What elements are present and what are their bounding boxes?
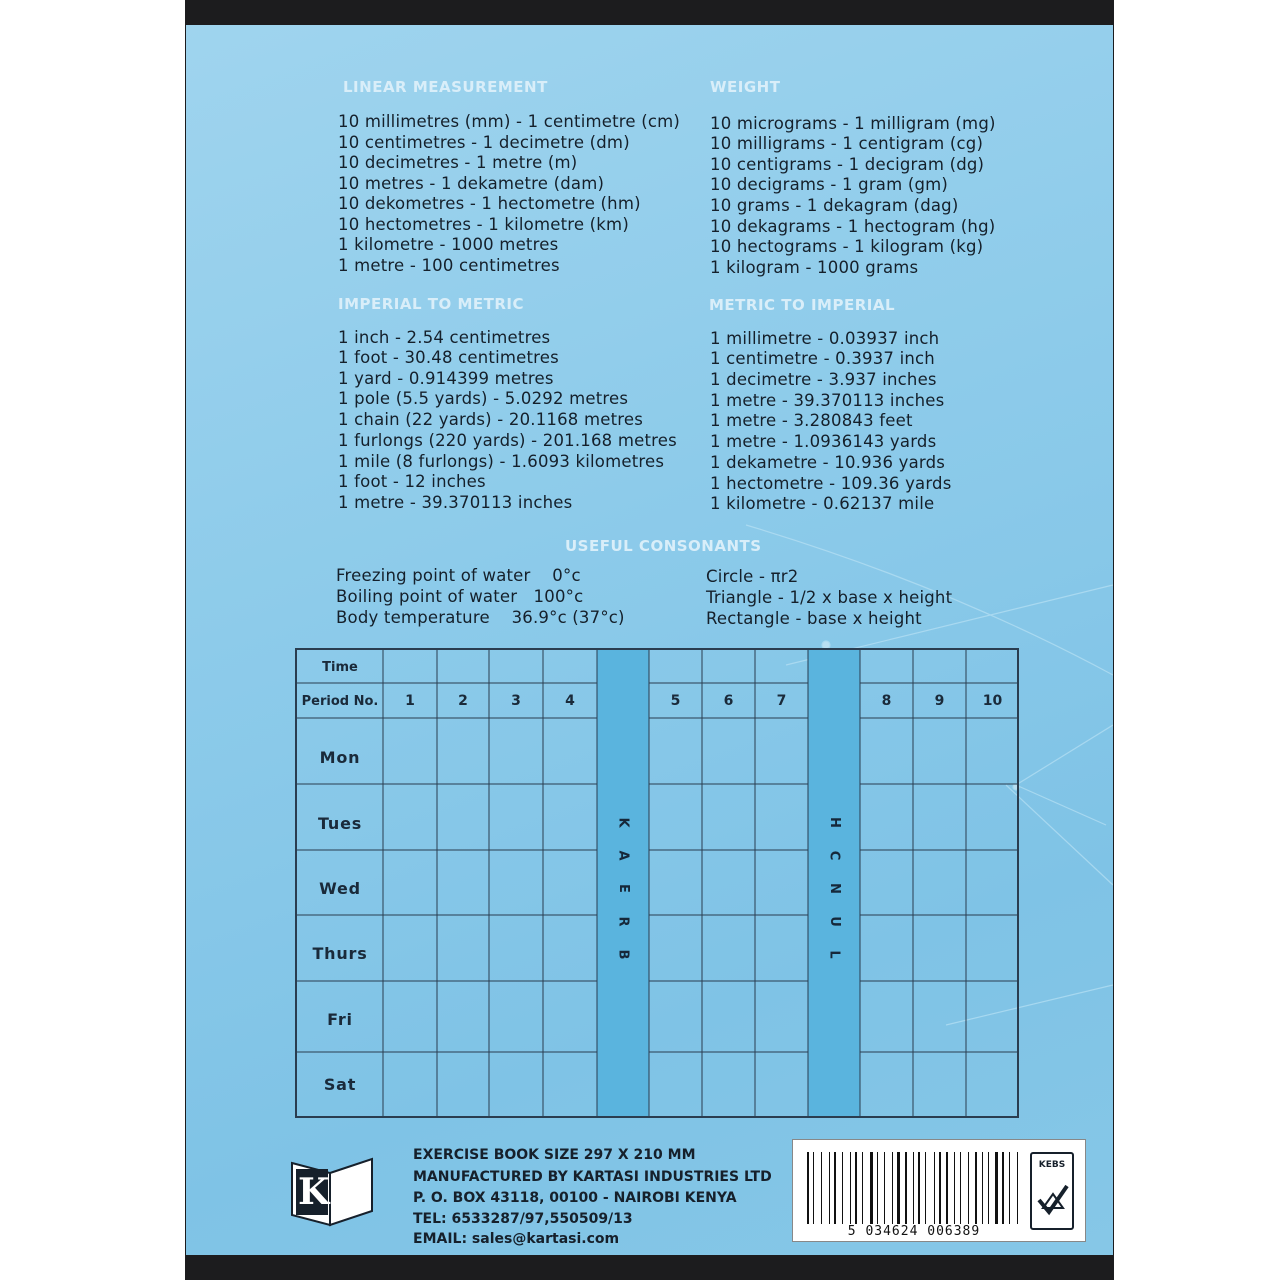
- barcode-bar: [831, 1152, 832, 1224]
- barcode-bar: [824, 1152, 826, 1224]
- barcode-bar: [865, 1152, 867, 1224]
- footer-line: MANUFACTURED BY KARTASI INDUSTRIES LTD: [413, 1169, 772, 1185]
- period-number: 6: [723, 693, 734, 709]
- barcode-bar: [850, 1152, 851, 1224]
- barcode-bar: [960, 1152, 961, 1224]
- barcode-bar: [842, 1152, 843, 1224]
- time-label: Time: [322, 660, 358, 675]
- constant-item: Freezing point of water 0°c: [336, 566, 581, 585]
- break-letter: B: [615, 949, 631, 960]
- constant-item: Boiling point of water 100°c: [336, 587, 584, 606]
- barcode-bar: [923, 1152, 924, 1224]
- barcode-bar: [978, 1152, 980, 1224]
- period-number: 1: [405, 693, 415, 709]
- linear-item: 10 metres - 1 dekametre (dam): [338, 174, 605, 193]
- barcode-bar: [968, 1152, 969, 1224]
- break-label: [597, 806, 649, 971]
- barcode-bar: [839, 1152, 841, 1224]
- period-number: 9: [934, 693, 945, 709]
- barcode-bar: [999, 1152, 1000, 1224]
- formula-item: Circle - πr2: [706, 567, 799, 586]
- barcode-bar: [944, 1152, 945, 1224]
- day-label-mon: Mon: [319, 748, 361, 767]
- linear-item: 10 decimetres - 1 metre (m): [338, 153, 578, 172]
- break-letter: A: [615, 850, 631, 861]
- linear-item: 1 kilometre - 1000 metres: [338, 235, 559, 254]
- useful-constants-title: USEFUL CONSONANTS: [565, 537, 762, 555]
- linear-item: 10 hectometres - 1 kilometre (km): [338, 215, 629, 234]
- imperial-item: 1 chain (22 yards) - 20.1168 metres: [338, 410, 644, 429]
- break-letter: K: [615, 817, 631, 828]
- weight-item: 10 grams - 1 dekagram (dag): [710, 196, 959, 215]
- barcode-bar: [909, 1152, 910, 1224]
- day-label-fri: Fri: [327, 1010, 353, 1029]
- barcode-panel: [792, 1139, 1086, 1242]
- period-number: 2: [458, 693, 468, 709]
- weight-item: 10 milligrams - 1 centigram (cg): [710, 134, 984, 153]
- footer-line: TEL: 6533287/97,550509/13: [413, 1211, 633, 1227]
- barcode-bar: [887, 1152, 889, 1224]
- lunch-letter: U: [826, 916, 842, 927]
- footer-line: EXERCISE BOOK SIZE 297 X 210 MM: [413, 1147, 696, 1163]
- barcode-bar: [817, 1152, 820, 1224]
- barcode-bar: [913, 1152, 914, 1224]
- imperial-item: 1 pole (5.5 yards) - 5.0292 metres: [338, 389, 629, 408]
- barcode-bar: [1017, 1152, 1018, 1224]
- period-number: 4: [565, 693, 575, 709]
- period-number: 8: [881, 693, 892, 709]
- barcode-bar: [884, 1152, 885, 1224]
- kebs-label: KEBS: [1038, 1160, 1066, 1170]
- barcode-bar: [877, 1152, 878, 1224]
- linear-measurement-title: LINEAR MEASUREMENT: [343, 78, 548, 96]
- footer-line: EMAIL: sales@kartasi.com: [413, 1231, 620, 1247]
- metric-item: 1 metre - 39.370113 inches: [710, 391, 945, 410]
- barcode-bar: [971, 1152, 972, 1224]
- barcode-bar: [982, 1152, 983, 1224]
- linear-item: 10 millimetres (mm) - 1 centimetre (cm): [338, 112, 681, 131]
- barcode-bar: [852, 1152, 853, 1224]
- barcode-bar: [807, 1152, 809, 1224]
- barcode-bar: [954, 1152, 955, 1224]
- period-number: 10: [982, 693, 1003, 709]
- weight-item: 10 dekagrams - 1 hectogram (hg): [710, 217, 996, 236]
- barcode-bar: [860, 1152, 861, 1224]
- weight-item: 10 centigrams - 1 decigram (dg): [710, 155, 985, 174]
- weight-item: 10 decigrams - 1 gram (gm): [710, 175, 949, 194]
- kebs-mark: [1030, 1152, 1074, 1230]
- day-label-thurs: Thurs: [312, 944, 368, 963]
- barcode-bar: [855, 1152, 857, 1224]
- imperial-item: 1 yard - 0.914399 metres: [338, 369, 554, 388]
- barcode-bar: [892, 1152, 893, 1224]
- kebs-check-icon: [1033, 1180, 1073, 1220]
- metric-item: 1 kilometre - 0.62137 mile: [710, 494, 935, 513]
- lunch-letter: L: [826, 950, 842, 959]
- barcode-bar: [956, 1152, 958, 1224]
- barcode: [807, 1152, 1019, 1224]
- imperial-item: 1 inch - 2.54 centimetres: [338, 328, 551, 347]
- imperial-to-metric-title: IMPERIAL TO METRIC: [338, 295, 525, 313]
- linear-item: 10 centimetres - 1 decimetre (dm): [338, 133, 630, 152]
- barcode-bar: [950, 1152, 951, 1224]
- imperial-item: 1 metre - 39.370113 inches: [338, 493, 573, 512]
- barcode-bar: [975, 1152, 977, 1224]
- weight-title: WEIGHT: [710, 78, 781, 96]
- lunch-letter: H: [826, 817, 842, 828]
- barcode-bar: [810, 1152, 811, 1224]
- metric-item: 1 millimetre - 0.03937 inch: [710, 329, 940, 348]
- metric-item: 1 centimetre - 0.3937 inch: [710, 349, 935, 368]
- barcode-bar: [874, 1152, 875, 1224]
- break-letter: E: [615, 884, 631, 893]
- barcode-bar: [1009, 1152, 1010, 1224]
- linear-item: 1 metre - 100 centimetres: [338, 256, 560, 275]
- barcode-bar: [925, 1152, 926, 1224]
- barcode-bar: [936, 1152, 937, 1224]
- imperial-item: 1 foot - 30.48 centimetres: [338, 348, 559, 367]
- metric-to-imperial-title: METRIC TO IMPERIAL: [709, 296, 896, 314]
- barcode-bar: [903, 1152, 904, 1224]
- barcode-bar: [821, 1152, 822, 1224]
- barcode-bar: [988, 1152, 990, 1224]
- constant-item: Body temperature 36.9°c (37°c): [336, 608, 625, 627]
- break-letter: R: [615, 916, 631, 927]
- barcode-bar: [995, 1152, 998, 1224]
- timetable-lines: [297, 650, 1017, 1116]
- period-number: 3: [511, 693, 521, 709]
- barcode-bar: [915, 1152, 917, 1224]
- lunch-label: [808, 806, 860, 971]
- barcode-bar: [870, 1152, 873, 1224]
- imperial-item: 1 mile (8 furlongs) - 1.6093 kilometres: [338, 452, 665, 471]
- barcode-bar: [862, 1152, 863, 1224]
- metric-item: 1 hectometre - 109.36 yards: [710, 474, 952, 493]
- period-number: 7: [776, 693, 787, 709]
- metric-item: 1 dekametre - 10.936 yards: [710, 453, 946, 472]
- lunch-letter: N: [826, 883, 842, 894]
- logo-letter: K: [298, 1171, 330, 1213]
- linear-item: 10 dekometres - 1 hectometre (hm): [338, 194, 641, 213]
- barcode-bar: [844, 1152, 847, 1224]
- formula-item: Rectangle - base x height: [706, 609, 922, 628]
- barcode-bar: [834, 1152, 836, 1224]
- barcode-bar: [964, 1152, 967, 1224]
- day-label-tues: Tues: [317, 814, 363, 833]
- day-label-sat: Sat: [323, 1075, 357, 1094]
- barcode-bar: [986, 1152, 987, 1224]
- barcode-bar: [1012, 1152, 1014, 1224]
- period-number: 5: [670, 693, 681, 709]
- weight-item: 10 hectograms - 1 kilogram (kg): [710, 237, 984, 256]
- footer-line: P. O. BOX 43118, 00100 - NAIROBI KENYA: [413, 1190, 737, 1206]
- metric-item: 1 metre - 3.280843 feet: [710, 411, 913, 430]
- barcode-bar: [934, 1152, 935, 1224]
- barcode-bar: [991, 1152, 992, 1224]
- barcode-bar: [918, 1152, 920, 1224]
- imperial-item: 1 foot - 12 inches: [338, 472, 486, 491]
- period-label: Period No.: [301, 694, 379, 709]
- barcode-number: 5 034624 006389: [847, 1224, 981, 1239]
- metric-item: 1 decimetre - 3.937 inches: [710, 370, 937, 389]
- lunch-letter: C: [826, 850, 842, 861]
- weight-item: 10 micrograms - 1 milligram (mg): [710, 114, 996, 133]
- barcode-bar: [946, 1152, 948, 1224]
- day-label-wed: Wed: [319, 879, 361, 898]
- barcode-bar: [897, 1152, 900, 1224]
- barcode-bar: [939, 1152, 941, 1224]
- barcode-bar: [813, 1152, 814, 1224]
- barcode-bar: [905, 1152, 907, 1224]
- barcode-bar: [1007, 1152, 1008, 1224]
- formula-item: Triangle - 1/2 x base x height: [706, 588, 953, 607]
- imperial-item: 1 furlongs (220 yards) - 201.168 metres: [338, 431, 677, 450]
- barcode-bar: [829, 1152, 830, 1224]
- kartasi-logo: [290, 1155, 374, 1229]
- barcode-bar: [928, 1152, 931, 1224]
- barcode-bar: [894, 1152, 895, 1224]
- barcode-bar: [881, 1152, 883, 1224]
- metric-item: 1 metre - 1.0936143 yards: [710, 432, 937, 451]
- weight-item: 1 kilogram - 1000 grams: [710, 258, 919, 277]
- barcode-bar: [1002, 1152, 1004, 1224]
- timetable-grid: [295, 648, 1019, 1118]
